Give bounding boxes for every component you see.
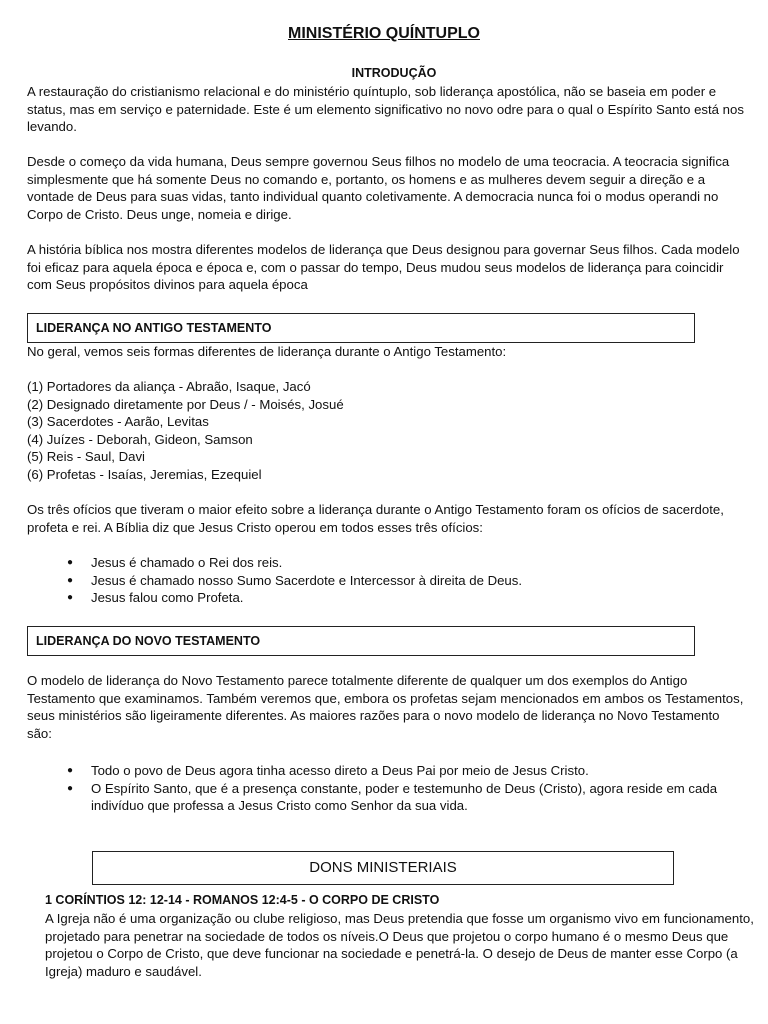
list-item: ● O Espírito Santo, que é a presença constante, poder e testemunho de Deus (Cristo), agora reside em cada indivíduo que professa a Jesus Cristo como Senhor da sua vida.: [0, 780, 740, 815]
intro-heading: INTRODUÇÃO: [351, 66, 437, 80]
page-title: MINISTÉRIO QUÍNTUPLO: [288, 25, 480, 42]
new-testament-paragraph: O modelo de liderança do Novo Testamento parece totalmente diferente de qualquer um dos exemplos do Antigo Testamento que examinamos. Também veremos que, embora os profetas sejam mencionados em ambos os Testamentos, seus ministérios são ligeiramente diferentes. As maiores razões para o novo modelo de liderança no Novo Testamento são:: [27, 673, 744, 741]
list-item: (5) Reis - Saul, Davi: [27, 449, 145, 465]
new-testament-heading: LIDERANÇA DO NOVO TESTAMENTO: [27, 626, 695, 656]
dons-ministeriais-heading: DONS MINISTERIAIS: [92, 851, 674, 885]
old-testament-summary: Os três ofícios que tiveram o maior efeito sobre a liderança durante o Antigo Testamento foram os ofícios de sacerdote, profeta e rei. A Bíblia diz que Jesus Cristo operou em todos esses três ofícios:: [27, 502, 724, 535]
list-item: (2) Designado diretamente por Deus / - Moisés, Josué: [27, 396, 344, 412]
list-item: ● Jesus é chamado o Rei dos reis.: [0, 554, 740, 572]
old-testament-lead: No geral, vemos seis formas diferentes de liderança durante o Antigo Testamento:: [27, 344, 507, 359]
old-testament-heading: LIDERANÇA NO ANTIGO TESTAMENTO: [27, 313, 695, 343]
list-item: ● Jesus é chamado nosso Sumo Sacerdote e Intercessor à direita de Deus.: [0, 572, 740, 590]
list-item: ● Jesus falou como Profeta.: [0, 589, 740, 607]
intro-paragraph-3: A história bíblica nos mostra diferentes modelos de liderança que Deus designou para governar Seus filhos. Cada modelo foi eficaz para aquela época e época e, com o passar do tempo, Deus mudou seus modelos de liderança para coincidir com Seus propósitos divinos para aquela época: [27, 242, 740, 293]
list-item: ● Todo o povo de Deus agora tinha acesso direto a Deus Pai por meio de Jesus Cristo.: [0, 762, 740, 780]
corinthians-heading: 1 CORÍNTIOS 12: 12-14 - ROMANOS 12:4-5 - O CORPO DE CRISTO: [45, 893, 440, 907]
list-item: (6) Profetas - Isaías, Jeremias, Ezequiel: [27, 466, 262, 482]
list-item: (1) Portadores da aliança - Abraão, Isaque, Jacó: [27, 379, 311, 394]
intro-paragraph-1: A restauração do cristianismo relacional e do ministério quíntuplo, sob liderança apostólica, não se baseia em poder e status, mas em serviço e paternidade. Este é um elemento significativo no novo odre para o qual o Espírito Santo está nos levando.: [27, 84, 744, 135]
list-item: (3) Sacerdotes - Aarão, Levitas: [27, 414, 209, 430]
reasons-bullet-list: [0, 762, 740, 815]
leadership-forms-list: [27, 378, 344, 484]
body-of-christ-paragraph: A Igreja não é uma organização ou clube religioso, mas Deus pretendia que fosse um organismo vivo em funcionamento, projetado para penetrar na sociedade de todos os níveis.O Deus que projetou o corpo humano é o mesmo Deus que projetou o Corpo de Cristo, que deve funcionar na sociedade e penetrá-la. O desejo de Deus de manter esse Corpo (a Igreja) maduro e saudável.: [45, 911, 754, 979]
offices-bullet-list: [0, 554, 740, 607]
list-item: (4) Juízes - Deborah, Gideon, Samson: [27, 431, 253, 447]
intro-paragraph-2: Desde o começo da vida humana, Deus sempre governou Seus filhos no modelo de uma teocracia. A teocracia significa simplesmente que há somente Deus no comando e, portanto, os homens e as mulheres devem seguir a direção e a vontade de Deus para suas vidas, tanto individual quanto coletivamente. A democracia nunca foi o modus operandi no Corpo de Cristo. Deus unge, nomeia e dirige.: [27, 154, 730, 222]
